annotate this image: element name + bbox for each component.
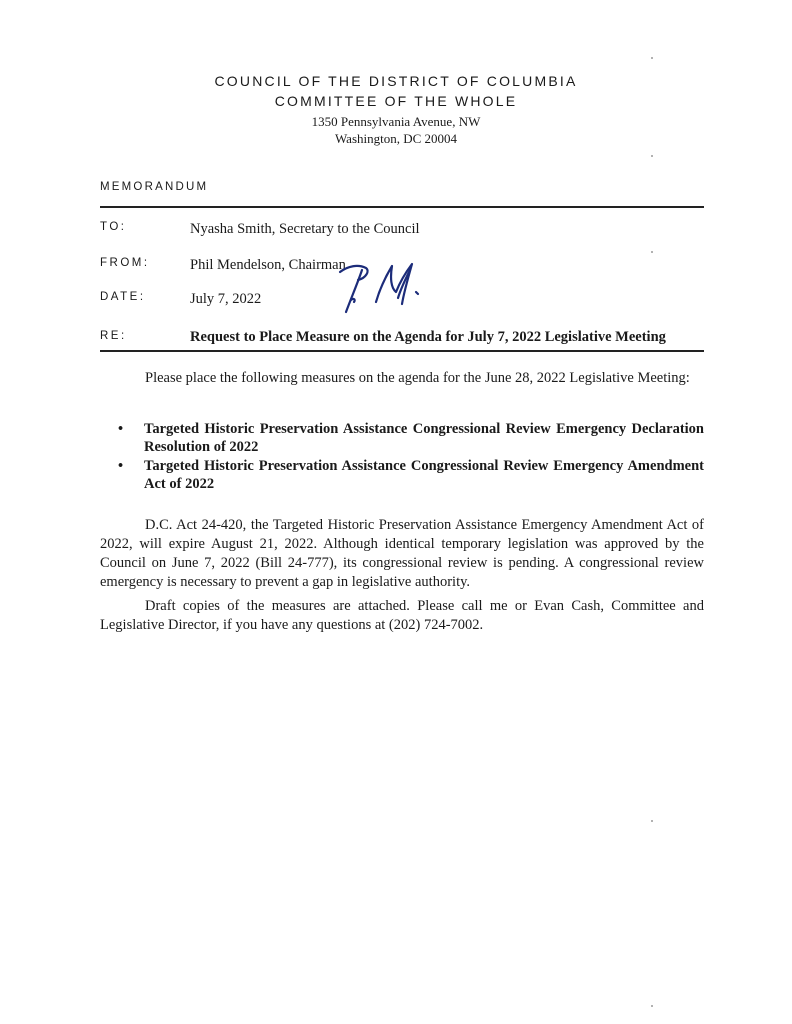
date-value: July 7, 2022 bbox=[190, 291, 262, 307]
bullet-icon: • bbox=[118, 458, 124, 474]
letterhead-committee: COMMITTEE OF THE WHOLE bbox=[274, 93, 518, 109]
letterhead-address-line1: 1350 Pennsylvania Avenue, NW bbox=[311, 114, 481, 129]
from-value: Phil Mendelson, Chairman bbox=[190, 257, 346, 273]
header-divider-bottom bbox=[100, 350, 704, 352]
letterhead-organization: COUNCIL OF THE DISTRICT OF COLUMBIA bbox=[214, 73, 578, 89]
handwritten-initials-signature bbox=[336, 258, 426, 316]
bullet-icon: • bbox=[118, 421, 124, 437]
body-paragraph-request: Please place the following measures on the agenda for the June 28, 2022 Legislative Meeting: bbox=[145, 370, 690, 386]
body-paragraph-expiration: D.C. Act 24-420, the Targeted Historic Preservation Assistance Emergency Amendment Act of 2022, will expire August 21, 2022. Although identical temporary legislation was approved by the Council on June 7, 2022 (Bill 24-777), its congressional review is pending. A congressional review emergency is necessary to prevent a gap in legislative authority. bbox=[100, 517, 704, 590]
scan-speck bbox=[651, 1005, 653, 1007]
list-item bbox=[100, 457, 704, 493]
date-label: DATE: bbox=[100, 291, 146, 303]
scan-speck bbox=[651, 57, 653, 59]
measure-title: Targeted Historic Preservation Assistance Congressional Review Emergency Amendment Act of 2022 bbox=[144, 458, 704, 492]
to-value: Nyasha Smith, Secretary to the Council bbox=[190, 221, 420, 237]
to-label: TO: bbox=[100, 221, 127, 233]
header-divider-top bbox=[100, 206, 704, 208]
scan-speck bbox=[651, 820, 653, 822]
letterhead-address-line2: Washington, DC 20004 bbox=[334, 131, 458, 146]
scan-speck bbox=[651, 155, 653, 157]
measures-list bbox=[100, 420, 704, 494]
scan-speck bbox=[651, 251, 653, 253]
body-paragraph-contact: Draft copies of the measures are attached. Please call me or Evan Cash, Committee and Legislative Director, if you have any questions at (202) 724-7002. bbox=[100, 598, 704, 633]
list-item bbox=[100, 420, 704, 456]
re-label: RE: bbox=[100, 330, 127, 342]
from-label: FROM: bbox=[100, 257, 150, 269]
measure-title: Targeted Historic Preservation Assistance Congressional Review Emergency Declaration Resolution of 2022 bbox=[144, 421, 704, 455]
memo-title: MEMORANDUM bbox=[100, 181, 209, 193]
re-subject: Request to Place Measure on the Agenda for July 7, 2022 Legislative Meeting bbox=[190, 329, 666, 345]
